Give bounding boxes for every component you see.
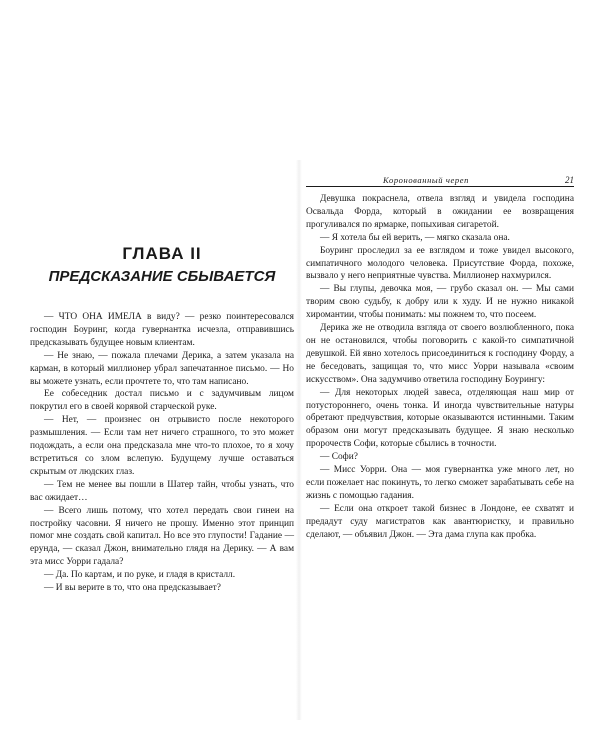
paragraph: — Для некоторых людей завеса, отделяющая наш мир от потустороннего, очень тонка. И иногда чувствительные натуры обретают предчувствия, которые оказываются истинными. Таким образом они могут предсказывать будущее. Я знаю несколько пророчеств Софи, которые сбылись в точности.: [306, 387, 574, 450]
paragraph: — Софи?: [320, 452, 358, 463]
running-header: [306, 172, 574, 187]
running-header-title: Коронованный череп: [383, 175, 469, 185]
paragraph: Боуринг проследил за ее взглядом и тоже увидел высокого, симпатичного молодого человека. Присутствие Форда, похоже, вызвало у него неприятные чувства. Миллионер нахмурился.: [306, 245, 574, 282]
paragraph: — И вы верите в то, что она предсказывает?: [44, 583, 221, 594]
paragraph: Девушка покраснела, отвела взгляд и увидела господина Освальда Форда, который в ожидании ее возвращения прогуливался по ярмарке, попыхивая сигаретой.: [306, 194, 574, 230]
paragraph: Дерика же не отводила взгляда от своего возлюбленного, пока он не остановился, чтобы поговорить с какой-то симпатичной девушкой. Ей явно хотелось присоединиться к господину Форду, а не беседовать, защищая то, что мисс Уорри называла «своим искусством». Она задумчиво ответила господину Боурингу:: [306, 323, 574, 385]
paragraph: — Вы глупы, девочка моя, — грубо сказал он. — Мы сами творим свою судьбу, к добру или к худу. И не нужно никакой хиромантии, чтобы понимать: мы пожнем то, что посеем.: [306, 284, 574, 321]
book-gutter: [296, 160, 302, 720]
paragraph: — Нет, — произнес он отрывисто после некоторого размышления. — Если там нет ничего страшного, то это может подождать, а если она предсказала мне что-то плохое, то я хочу встретиться со злом вслепую. Будущему лучше оставаться скрытым от людских глаз.: [30, 415, 294, 477]
paragraph: — Тем не менее вы пошли в Шатер тайн, чтобы узнать, что вас ожидает…: [30, 479, 294, 503]
chapter-number: ГЛАВА II: [122, 244, 202, 263]
paragraph: — Если она откроет такой бизнес в Лондоне, ее схватят и предадут суду магистратов как авантюристку, и правильно сделают, — объявил Джон. — Эта дама глупа как пробка.: [306, 503, 574, 540]
right-page-body: [306, 193, 574, 541]
paragraph: — Я хотела бы ей верить, — мягко сказала она.: [320, 232, 510, 243]
paragraph: — Да. По картам, и по руке, и гладя в кристалл.: [44, 570, 236, 581]
chapter-title: ПРЕДСКАЗАНИЕ СБЫВАЕТСЯ: [48, 268, 276, 285]
paragraph: — ЧТО ОНА ИМЕЛА в виду? — резко поинтересовался господин Боуринг, когда гувернантка исчезла, отправившись предсказывать будущее новым клиентам.: [30, 312, 294, 348]
paragraph: — Всего лишь потому, что хотел передать свои гинеи на постройку часовни. Я ничего не прошу. Именно этот принцип помог мне создать свой капитал. Но все это глупости! Гадание — ерунда, — сказал Джон, внимательно глядя на Дерику. — А вам эта мисс Уорри гадала?: [30, 505, 294, 568]
paragraph: — Мисс Уорри. Она — моя гувернантка уже много лет, но если пожелает нас покинуть, то легко сможет зарабатывать себе на жизнь с помощью гадания.: [306, 465, 574, 501]
page-number: 21: [565, 175, 574, 185]
paragraph: — Не знаю, — пожала плечами Дерика, а затем указала на карман, в который миллионер убрал запечатанное письмо. — Но вы можете узнать, если прочтете то, что там написано.: [30, 350, 294, 387]
left-page-body: [30, 311, 294, 595]
paragraph: Ее собеседник достал письмо и с задумчивым лицом покрутил его в своей корявой старческой руке.: [30, 389, 294, 413]
right-page: [306, 172, 574, 541]
left-page: [30, 160, 294, 595]
